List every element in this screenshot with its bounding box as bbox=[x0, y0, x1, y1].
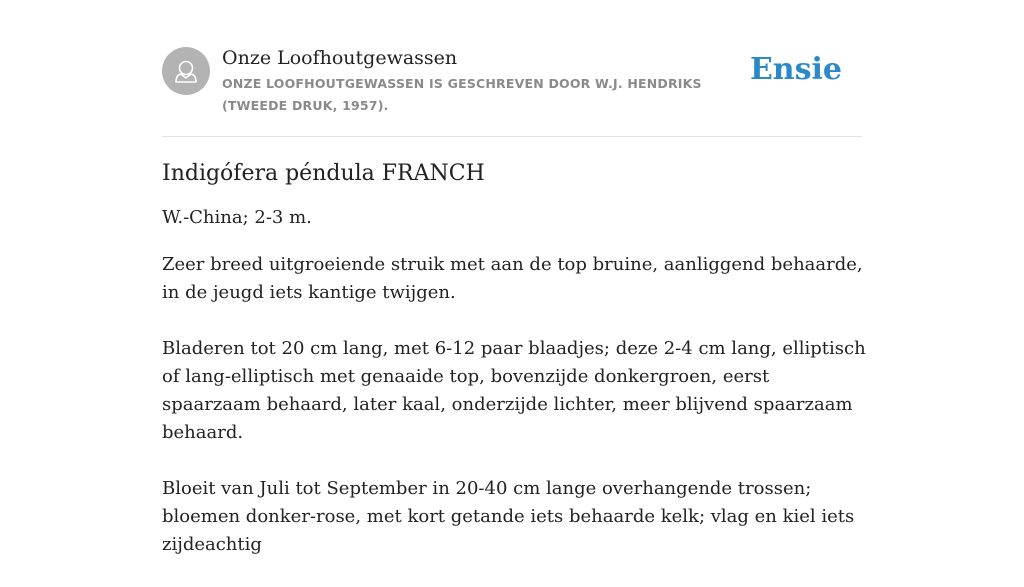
article-content bbox=[162, 156, 867, 587]
article-paragraph: Bladeren tot 20 cm lang, met 6-12 paar blaadjes; deze 2-4 cm lang, elliptisch of lang-elliptisch met genaaide top, bovenzijde donkergroen, eerst spaarzaam behaard, later kaal, onderzijde lichter, meer blijvend spaarzaam behaard. bbox=[162, 338, 866, 443]
ensie-logo[interactable]: Ensie bbox=[749, 52, 842, 87]
author-meta bbox=[222, 46, 752, 117]
article-paragraph: Zeer breed uitgroeiende struik met aan de top bruine, aanliggend behaarde, in de jeugd iets kantige twijgen. bbox=[162, 254, 863, 303]
article-paragraph: Bloeit van Juli tot September in 20-40 cm lange overhangende trossen; bloemen donker-rose, met kort getande iets behaarde kelk; vlag en kiel iets zijdeachtig bbox=[162, 478, 855, 555]
article-title: Indigófera péndula FRANCH bbox=[162, 161, 485, 186]
article-subline: W.-China; 2-3 m. bbox=[162, 207, 312, 228]
author-header bbox=[162, 42, 862, 137]
author-name[interactable]: Onze Loofhoutgewassen bbox=[222, 47, 458, 69]
author-description: ONZE LOOFHOUTGEWASSEN IS GESCHREVEN DOOR W.J. HENDRIKS (TWEEDE DRUK, 1957). bbox=[222, 76, 702, 113]
user-avatar-icon[interactable] bbox=[162, 47, 210, 95]
